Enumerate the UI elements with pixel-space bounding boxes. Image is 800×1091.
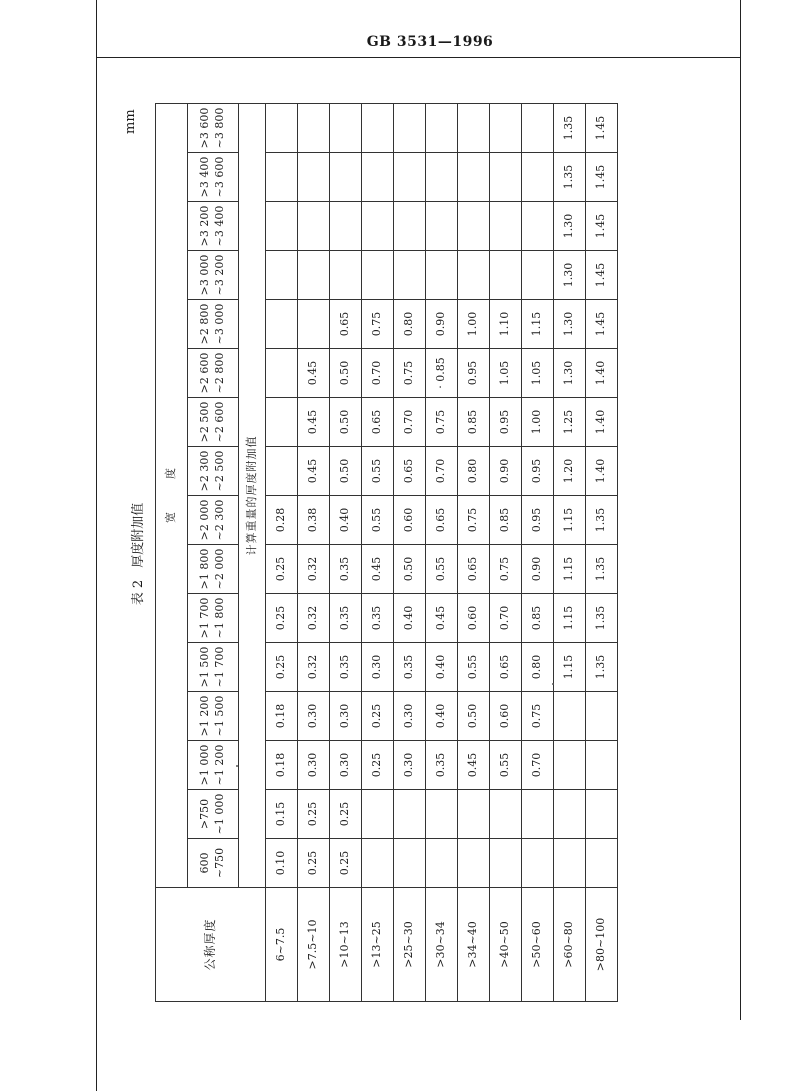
value-cell: 0.45: [298, 447, 330, 496]
value-cell: 0.25: [330, 839, 362, 888]
value-cell: 0.80: [458, 447, 490, 496]
scan-speck: [552, 683, 554, 685]
value-cell: 1.45: [586, 300, 618, 349]
value-cell: [458, 790, 490, 839]
table-row: [554, 104, 586, 1002]
value-cell: 0.30: [394, 692, 426, 741]
value-cell: 1.40: [586, 349, 618, 398]
table-row: [266, 104, 298, 1002]
value-cell: 0.60: [394, 496, 426, 545]
thickness-cell: >50~60: [522, 888, 554, 1002]
value-cell: 0.32: [298, 594, 330, 643]
value-cell: 1.35: [586, 545, 618, 594]
value-cell: 0.30: [330, 741, 362, 790]
value-cell: 0.35: [394, 643, 426, 692]
value-cell: 0.70: [522, 741, 554, 790]
value-cell: [362, 153, 394, 202]
value-cell: 0.25: [362, 741, 394, 790]
value-cell: [362, 251, 394, 300]
value-cell: 0.45: [458, 741, 490, 790]
value-cell: 0.35: [330, 594, 362, 643]
value-cell: 0.38: [298, 496, 330, 545]
value-cell: 0.30: [298, 741, 330, 790]
value-cell: 0.90: [426, 300, 458, 349]
value-cell: 0.35: [362, 594, 394, 643]
value-cell: 0.65: [490, 643, 522, 692]
value-cell: 1.35: [554, 153, 586, 202]
value-cell: 1.30: [554, 300, 586, 349]
table-caption: [127, 94, 146, 1014]
value-cell: 0.30: [298, 692, 330, 741]
value-cell: [266, 202, 298, 251]
value-cell: 1.35: [586, 496, 618, 545]
thickness-cell: 6~7.5: [266, 888, 298, 1002]
value-cell: 0.25: [298, 839, 330, 888]
value-cell: [394, 251, 426, 300]
value-cell: 0.32: [298, 545, 330, 594]
value-cell: [426, 104, 458, 153]
value-cell: 0.85: [522, 594, 554, 643]
table-body: [156, 104, 618, 1002]
width-range-header: >2 300 ~2 500: [188, 447, 239, 496]
value-cell: 0.50: [458, 692, 490, 741]
thickness-cell: >30~34: [426, 888, 458, 1002]
value-cell: [458, 104, 490, 153]
table-row: [522, 104, 554, 1002]
value-cell: [458, 251, 490, 300]
thickness-cell: >13~25: [362, 888, 394, 1002]
value-cell: 0.75: [362, 300, 394, 349]
scan-speck: [236, 765, 238, 767]
width-range-header: >1 000 ~1 200: [188, 741, 239, 790]
thickness-cell: >80~100: [586, 888, 618, 1002]
value-cell: [426, 153, 458, 202]
width-range-header: >3 000 ~3 200: [188, 251, 239, 300]
value-cell: 0.45: [426, 594, 458, 643]
value-cell: [394, 202, 426, 251]
value-cell: [266, 251, 298, 300]
value-cell: [458, 153, 490, 202]
value-cell: 1.15: [522, 300, 554, 349]
table-number: 表 2: [131, 579, 146, 606]
value-cell: 0.30: [362, 643, 394, 692]
value-cell: 0.65: [394, 447, 426, 496]
value-cell: 1.15: [554, 496, 586, 545]
value-cell: 0.30: [330, 692, 362, 741]
value-cell: 0.70: [362, 349, 394, 398]
value-cell: 0.75: [490, 545, 522, 594]
left-margin-line: [96, 0, 97, 1091]
sub-header: 计算重量的厚度附加值: [239, 104, 266, 888]
value-cell: 0.50: [330, 398, 362, 447]
value-cell: 0.75: [522, 692, 554, 741]
value-cell: [586, 790, 618, 839]
width-range-header: >3 600 ~3 800: [188, 104, 239, 153]
width-range-header: >3 200 ~3 400: [188, 202, 239, 251]
thickness-cell: >60~80: [554, 888, 586, 1002]
value-cell: [330, 104, 362, 153]
table-row: [330, 104, 362, 1002]
value-cell: 0.45: [362, 545, 394, 594]
value-cell: [298, 153, 330, 202]
value-cell: 1.40: [586, 447, 618, 496]
value-cell: [586, 839, 618, 888]
value-cell: [362, 790, 394, 839]
value-cell: 0.90: [522, 545, 554, 594]
value-cell: 0.50: [394, 545, 426, 594]
table-row: [458, 104, 490, 1002]
sub-header-row: [239, 104, 266, 1002]
value-cell: 0.70: [394, 398, 426, 447]
value-cell: 0.28: [266, 496, 298, 545]
value-cell: [490, 104, 522, 153]
value-cell: [330, 202, 362, 251]
value-cell: 1.30: [554, 251, 586, 300]
value-cell: [490, 839, 522, 888]
width-range-header: >2 000 ~2 300: [188, 496, 239, 545]
table-title: 厚度附加值: [131, 502, 146, 568]
value-cell: 0.40: [394, 594, 426, 643]
value-cell: 1.05: [522, 349, 554, 398]
value-cell: [426, 251, 458, 300]
value-cell: 1.45: [586, 251, 618, 300]
table-row: [426, 104, 458, 1002]
value-cell: [266, 349, 298, 398]
value-cell: 0.35: [330, 643, 362, 692]
value-cell: 0.65: [426, 496, 458, 545]
value-cell: 0.90: [490, 447, 522, 496]
value-cell: [522, 104, 554, 153]
value-cell: 1.05: [490, 349, 522, 398]
value-cell: [266, 398, 298, 447]
width-range-header: >1 500 ~1 700: [188, 643, 239, 692]
value-cell: 0.18: [266, 741, 298, 790]
thickness-cell: >34~40: [458, 888, 490, 1002]
value-cell: 0.25: [298, 790, 330, 839]
value-cell: 0.45: [298, 398, 330, 447]
value-cell: 0.32: [298, 643, 330, 692]
value-cell: [362, 839, 394, 888]
value-cell: [394, 790, 426, 839]
width-range-header: >2 500 ~2 600: [188, 398, 239, 447]
table-row: [298, 104, 330, 1002]
value-cell: 1.35: [586, 594, 618, 643]
value-cell: [554, 741, 586, 790]
thickness-cell: >25~30: [394, 888, 426, 1002]
width-range-header: >2 800 ~3 000: [188, 300, 239, 349]
value-cell: [330, 251, 362, 300]
value-cell: [490, 251, 522, 300]
value-cell: 0.70: [490, 594, 522, 643]
value-cell: [522, 839, 554, 888]
value-cell: [266, 447, 298, 496]
width-range-header: >1 700 ~1 800: [188, 594, 239, 643]
value-cell: [266, 300, 298, 349]
value-cell: 1.30: [554, 202, 586, 251]
value-cell: 0.80: [522, 643, 554, 692]
value-cell: [490, 153, 522, 202]
value-cell: 0.95: [458, 349, 490, 398]
value-cell: 0.25: [266, 545, 298, 594]
value-cell: 0.55: [458, 643, 490, 692]
value-cell: 0.45: [298, 349, 330, 398]
value-cell: 0.75: [426, 398, 458, 447]
value-cell: 1.35: [586, 643, 618, 692]
thickness-cell: >10~13: [330, 888, 362, 1002]
thickness-addition-table: [155, 103, 618, 1002]
value-cell: 1.15: [554, 594, 586, 643]
value-cell: 0.35: [330, 545, 362, 594]
value-cell: 0.10: [266, 839, 298, 888]
value-cell: 1.45: [586, 202, 618, 251]
value-cell: [426, 790, 458, 839]
value-cell: 0.55: [426, 545, 458, 594]
value-cell: [298, 202, 330, 251]
value-cell: 0.95: [522, 496, 554, 545]
value-cell: [266, 104, 298, 153]
value-cell: 0.65: [330, 300, 362, 349]
value-cell: 1.35: [554, 104, 586, 153]
value-cell: 0.60: [458, 594, 490, 643]
width-group-header: 宽 度: [156, 104, 188, 888]
value-cell: 0.75: [458, 496, 490, 545]
unit-label: mm: [123, 109, 138, 134]
value-cell: 0.75: [394, 349, 426, 398]
width-range-header: >1 200 ~1 500: [188, 692, 239, 741]
width-range-header: >750 ~1 000: [188, 790, 239, 839]
value-cell: 0.95: [490, 398, 522, 447]
value-cell: 1.10: [490, 300, 522, 349]
width-group-row: [156, 104, 188, 1002]
value-cell: 0.60: [490, 692, 522, 741]
value-cell: 0.40: [426, 643, 458, 692]
value-cell: [554, 790, 586, 839]
value-cell: [298, 104, 330, 153]
value-cell: 0.80: [394, 300, 426, 349]
table-row: [490, 104, 522, 1002]
width-range-header: >1 800 ~2 000: [188, 545, 239, 594]
value-cell: 1.25: [554, 398, 586, 447]
value-cell: 0.50: [330, 447, 362, 496]
value-cell: [362, 104, 394, 153]
value-cell: 0.95: [522, 447, 554, 496]
value-cell: 1.15: [554, 643, 586, 692]
value-cell: 0.55: [362, 496, 394, 545]
value-cell: 0.35: [426, 741, 458, 790]
width-range-header: 600 ~750: [188, 839, 239, 888]
value-cell: [458, 202, 490, 251]
value-cell: [362, 202, 394, 251]
value-cell: 0.65: [362, 398, 394, 447]
value-cell: 0.25: [330, 790, 362, 839]
value-cell: [394, 104, 426, 153]
value-cell: [522, 153, 554, 202]
value-cell: 1.00: [522, 398, 554, 447]
value-cell: [490, 790, 522, 839]
value-cell: 0.65: [458, 545, 490, 594]
value-cell: [554, 692, 586, 741]
thickness-cell: >40~50: [490, 888, 522, 1002]
value-cell: 1.30: [554, 349, 586, 398]
value-cell: 1.40: [586, 398, 618, 447]
value-cell: [554, 839, 586, 888]
value-cell: [298, 300, 330, 349]
standard-number: GB 3531—1996: [366, 34, 494, 50]
width-range-row: [188, 104, 239, 1002]
width-range-header: >3 400 ~3 600: [188, 153, 239, 202]
value-cell: 0.40: [330, 496, 362, 545]
value-cell: 0.25: [266, 594, 298, 643]
value-cell: [394, 839, 426, 888]
value-cell: [458, 839, 490, 888]
value-cell: 0.85: [458, 398, 490, 447]
value-cell: 1.20: [554, 447, 586, 496]
value-cell: [522, 790, 554, 839]
table-row: [362, 104, 394, 1002]
value-cell: 0.50: [330, 349, 362, 398]
value-cell: 0.70: [426, 447, 458, 496]
value-cell: 0.85: [490, 496, 522, 545]
value-cell: [586, 692, 618, 741]
value-cell: [426, 839, 458, 888]
table-row: [586, 104, 618, 1002]
value-cell: [586, 741, 618, 790]
value-cell: 0.25: [362, 692, 394, 741]
value-cell: 1.45: [586, 104, 618, 153]
value-cell: 0.18: [266, 692, 298, 741]
corner-header: 公称厚度: [156, 888, 266, 1002]
value-cell: 1.45: [586, 153, 618, 202]
rotated-table-page: [105, 94, 608, 1014]
value-cell: [490, 202, 522, 251]
right-margin-line: [740, 0, 741, 1020]
value-cell: 0.40: [426, 692, 458, 741]
value-cell: [330, 153, 362, 202]
value-cell: [266, 153, 298, 202]
value-cell: [522, 251, 554, 300]
value-cell: [522, 202, 554, 251]
value-cell: [426, 202, 458, 251]
value-cell: 0.55: [362, 447, 394, 496]
value-cell: 0.55: [490, 741, 522, 790]
width-range-header: >2 600 ~2 800: [188, 349, 239, 398]
value-cell: [298, 251, 330, 300]
header-rule: [96, 57, 741, 58]
value-cell: [394, 153, 426, 202]
thickness-cell: >7.5~10: [298, 888, 330, 1002]
value-cell: 0.15: [266, 790, 298, 839]
value-cell: 1.15: [554, 545, 586, 594]
value-cell: 0.25: [266, 643, 298, 692]
value-cell: 0.30: [394, 741, 426, 790]
table-row: [394, 104, 426, 1002]
value-cell: 1.00: [458, 300, 490, 349]
value-cell: · 0.85: [426, 349, 458, 398]
